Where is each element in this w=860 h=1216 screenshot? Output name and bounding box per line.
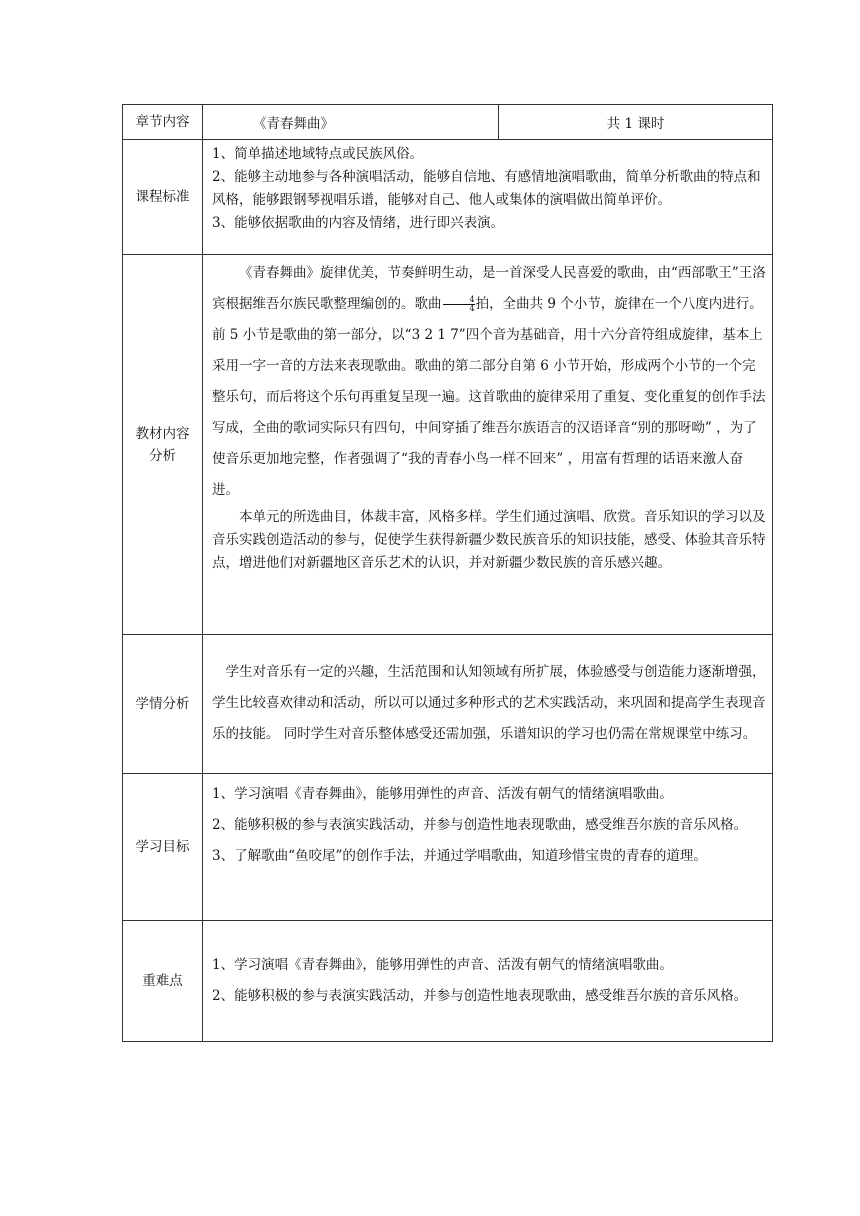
key-points-content bbox=[203, 921, 773, 1042]
standard-content bbox=[203, 140, 773, 255]
goal-item: 1、学习演唱《青春舞曲》，能够用弹性的声音、活泼有朝气的情绪演唱歌曲。 bbox=[212, 786, 673, 802]
key-point-item: 2、能够积极的参与表演实践活动，并参与创造性地表现歌曲，感受维吾尔族的音乐风格。 bbox=[212, 987, 748, 1004]
time-signature-denominator: 4 bbox=[469, 304, 475, 313]
standard-item: 2、能够主动地参与各种演唱活动，能够自信地、有感情地演唱歌曲，简单分析歌曲的特点和风格，能够跟钢琴视唱乐谱，能够对自己、他人或集体的演唱做出简单评价。 bbox=[212, 169, 761, 208]
students-label: 学情分析 bbox=[123, 635, 203, 774]
material-content bbox=[203, 255, 773, 635]
students-text: 学生对音乐有一定的兴趣，生活范围和认知领域有所扩展，体验感受与创造能力逐渐增强，学生比较喜欢律动和活动，所以可以通过多种形式的艺术实践活动，来巩固和提高学生表现音乐的技能。 同时学生对音乐整体感受还需加强，乐谱知识的学习也仍需在常规课堂中练习。 bbox=[212, 664, 766, 742]
time-signature bbox=[443, 296, 475, 313]
goal-item: 3、了解歌曲“鱼咬尾”的创作手法，并通过学唱歌曲，知道珍惜宝贵的青春的道理。 bbox=[212, 848, 707, 864]
chapter-row bbox=[123, 105, 773, 140]
lesson-plan-table bbox=[122, 104, 773, 1042]
key-points-row bbox=[123, 921, 773, 1042]
goals-label: 学习目标 bbox=[123, 774, 203, 921]
material-paragraph-2: 本单元的所选曲目，体裁丰富，风格多样。学生们通过演唱、欣赏。音乐知识的学习以及音乐实践创造活动的参与，促使学生获得新疆少数民族音乐的知识技能，感受、体验其音乐特点，增进他们对新疆地区音乐艺术的认识，并对新疆少数民族的音乐感兴趣。 bbox=[212, 509, 766, 571]
material-label-line1: 教材内容 bbox=[135, 425, 190, 442]
key-points-label: 重难点 bbox=[123, 921, 203, 1042]
students-content bbox=[203, 635, 773, 774]
material-paragraph-1 bbox=[212, 258, 766, 506]
standard-item: 1、简单描述地域特点或民族风俗。 bbox=[212, 146, 424, 162]
class-hours: 共 1 课时 bbox=[499, 105, 773, 140]
standard-label: 课程标准 bbox=[123, 140, 203, 255]
standard-item: 3、能够依据歌曲的内容及情绪，进行即兴表演。 bbox=[212, 215, 505, 231]
material-label bbox=[123, 255, 203, 635]
material-text-a: 《青春舞曲》旋律优美，节奏鲜明生动，是一首深受人民喜爱的歌曲，由“西部歌王”王洛宾根据维吾尔族民歌整理编创的。歌曲 bbox=[212, 265, 766, 312]
goals-row bbox=[123, 774, 773, 921]
material-row bbox=[123, 255, 773, 635]
chapter-title: 《青春舞曲》 bbox=[203, 105, 499, 140]
material-label-line2: 分析 bbox=[149, 447, 176, 464]
chapter-label: 章节内容 bbox=[123, 105, 203, 140]
students-row bbox=[123, 635, 773, 774]
goals-content bbox=[203, 774, 773, 921]
time-signature-numerator: 4 bbox=[443, 296, 475, 305]
key-point-item: 1、学习演唱《青春舞曲》，能够用弹性的声音、活泼有朝气的情绪演唱歌曲。 bbox=[212, 956, 673, 973]
material-text-b: 拍，全曲共 9 个小节，旋律在一个八度内进行。前 5 小节是歌曲的第一部分，以“3 2 1 7”四个音为基础音，用十六分音符组成旋律，基本上采用一字一音的方法来表现歌曲。歌曲的第二部分自第 6 小节开始，形成两个小节的一个完整乐句，而后将这个乐句再重复呈现一遍。这首歌曲的旋律采用了重复、变化重复的创作手法写成，全曲的歌词实际只有四句，中间穿插了维吾尔族语言的汉语译音“别的那呀呦” ，为了使音乐更加地完整，作者强调了“我的青春小鸟一样不回来” ，用富有哲理的话语来激人奋进。 bbox=[212, 296, 766, 498]
standard-row bbox=[123, 140, 773, 255]
goal-item: 2、能够积极的参与表演实践活动，并参与创造性地表现歌曲，感受维吾尔族的音乐风格。 bbox=[212, 817, 748, 833]
